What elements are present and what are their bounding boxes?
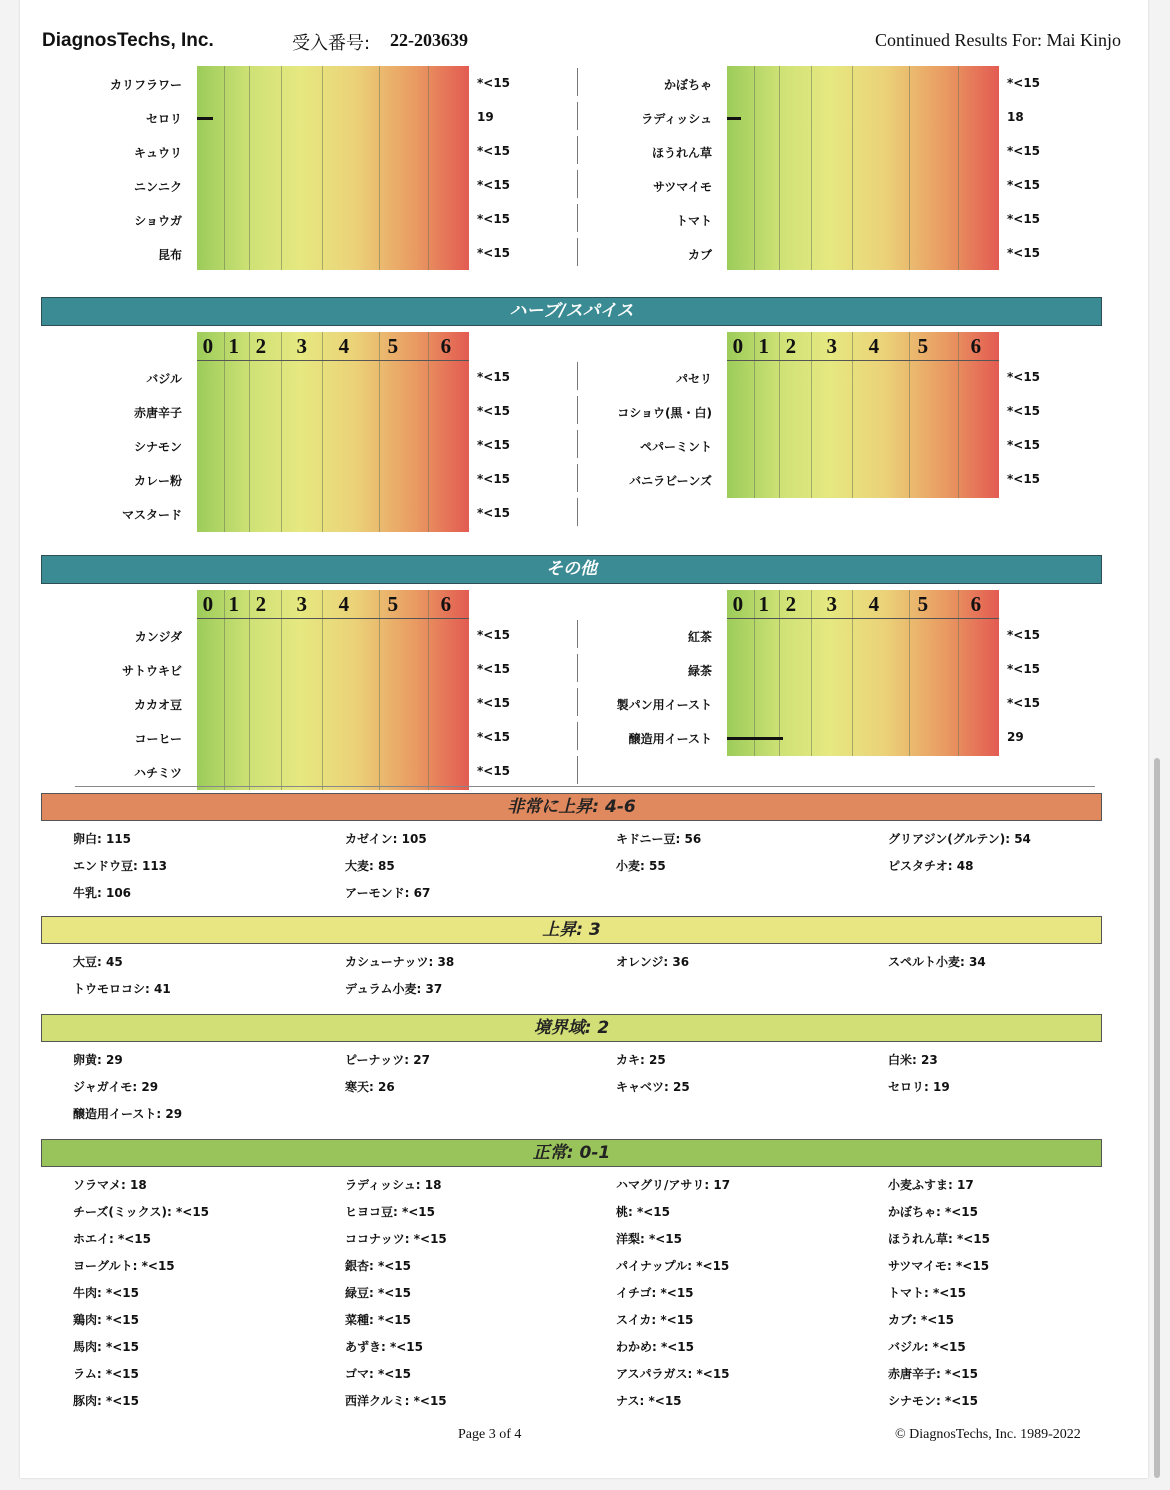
vegetables_left-gridline [428,66,429,270]
other_right-gridline [958,590,959,756]
herbs_right-label: バニラビーンズ [629,474,712,488]
vegetables_left-label: カリフラワー [109,78,182,92]
herbs_left-value: *<15 [477,404,511,418]
other_left-gridline [281,590,282,790]
category-item: シナモン: *<15 [888,1394,979,1408]
category-item: 馬肉: *<15 [73,1340,140,1354]
category-item: カシューナッツ: 38 [345,955,455,969]
other-section-title: その他 [41,555,1102,584]
other_right-bar [727,590,999,756]
other_right-scale-number: 0 [732,592,744,616]
category-item: ヨーグルト: *<15 [73,1259,175,1273]
herbs_left-scale-number: 3 [296,334,307,358]
other_right-label: 製パン用イースト [616,698,712,712]
vegetables_right-value: *<15 [1007,212,1041,226]
herbs_right-gridline [811,332,812,498]
vegetables_right-label: ラディッシュ [641,112,712,126]
herbs_left-scale-number: 4 [338,334,350,358]
vegetables_right-value: *<15 [1007,178,1041,192]
other_right-scale-number: 1 [758,592,769,616]
category-item: ラム: *<15 [73,1367,139,1381]
vegetables_left-label: ショウガ [134,214,182,228]
category-item: イチゴ: *<15 [616,1286,694,1300]
herbs_left-bar [197,332,469,532]
vegetables_right-gridline [852,66,853,270]
category-header: 境界域: 2 [41,1014,1102,1042]
other_right-value: *<15 [1007,662,1041,676]
herbs_left-label: カレー粉 [133,474,182,488]
vegetables_right-gridline [754,66,755,270]
category-item: 洋梨: *<15 [616,1232,683,1246]
category-item: ホエイ: *<15 [73,1232,152,1246]
other_left-value: *<15 [477,764,511,778]
other_right-scale-number: 2 [785,592,797,616]
other_right-gridline [909,590,910,756]
herbs_right-scale-number: 2 [785,334,797,358]
report-page [20,0,1148,1478]
category-item: あずき: *<15 [345,1340,424,1354]
other_left-value: *<15 [477,730,511,744]
category-item: ココナッツ: *<15 [345,1232,447,1246]
other_left-gridline [249,590,250,790]
herbs_left-scale-number: 5 [387,334,399,358]
other_left-scale-number: 2 [255,592,267,616]
other_left-label: カカオ豆 [133,698,182,712]
other_right-gridline [811,590,812,756]
other_left-label: コーヒー [134,732,182,746]
vegetables_left-level-marker [197,117,213,120]
herbs_right-gridline [779,332,780,498]
category-item: 鶏肉: *<15 [73,1313,140,1327]
other_right-scale-number: 3 [826,592,837,616]
other_left-gridline [379,590,380,790]
vegetables_left-value: *<15 [477,76,511,90]
category-item: エンドウ豆: 113 [73,859,168,873]
category-item: デュラム小麦: 37 [345,982,443,996]
category-item: スイカ: *<15 [616,1313,694,1327]
category-item: 豚肉: *<15 [73,1394,140,1408]
category-item: アスパラガス: *<15 [616,1367,730,1381]
other_right-label: 醸造用イースト [628,732,712,746]
continued-results-title: Continued Results For: Mai Kinjo [874,30,1121,50]
category-header: 上昇: 3 [41,916,1102,944]
vegetables_right-label: カブ [687,248,712,262]
category-item: 寒天: 26 [345,1080,395,1094]
other_right-scale-number: 4 [868,592,880,616]
other_left-value: *<15 [477,696,511,710]
vegetables_right-value: 18 [1007,110,1024,124]
other_right-scale-number: 5 [917,592,929,616]
herbs_right-scale-number: 1 [758,334,769,358]
herbs_right-scale-number: 3 [826,334,837,358]
herbs_left-value: *<15 [477,506,511,520]
other_left-scale-number: 3 [296,592,307,616]
accession-number: 22-203639 [390,30,468,50]
other_left-separator [577,756,578,784]
vegetables_right-label: トマト [675,214,712,228]
vegetables_right-level-marker [727,117,741,120]
vegetables_left-gridline [322,66,323,270]
herbs_right-value: *<15 [1007,438,1041,452]
other_right-gridline [754,590,755,756]
vegetables_left-label: キュウリ [133,146,182,160]
herbs_left-label: 赤唐辛子 [133,406,182,420]
category-item: 大麦: 85 [345,859,395,873]
category-header: 正常: 0-1 [41,1139,1102,1167]
other_right-level-marker [727,737,783,740]
herbs_left-label: シナモン [133,440,182,454]
category-item: わかめ: *<15 [616,1340,695,1354]
other_right-label: 紅茶 [687,630,712,644]
category-item: ソラマメ: 18 [73,1178,147,1192]
vegetables_left-value: *<15 [477,144,511,158]
category-item: セロリ: 19 [888,1080,950,1094]
category-item: グリアジン(グルテン): 54 [888,832,1031,846]
category-item: カキ: 25 [616,1053,666,1067]
other_left-value: *<15 [477,628,511,642]
other_left-scale-number: 4 [338,592,350,616]
category-item: ラディッシュ: 18 [345,1178,442,1192]
other_right-value: *<15 [1007,696,1041,710]
other_left-label: ハチミツ [133,766,182,780]
herbs_left-gridline [322,332,323,532]
herbs_right-scale-rule [727,360,999,361]
category-item: キャベツ: 25 [616,1080,690,1094]
vegetables_left-gridline [249,66,250,270]
other_right-gridline [779,590,780,756]
other_left-gridline [322,590,323,790]
vegetables_right-gridline [779,66,780,270]
herbs-section-title: ハーブ/スパイス [41,297,1102,326]
other_right-gridline [852,590,853,756]
herbs_right-label: ペパーミント [639,440,712,454]
herbs_right-gridline [958,332,959,498]
herbs_right-scale-number: 5 [917,334,929,358]
herbs_left-scale-number: 0 [202,334,214,358]
category-item: ほうれん草: *<15 [888,1232,991,1246]
herbs_right-gridline [852,332,853,498]
herbs_left-scale-number: 2 [255,334,267,358]
category-item: 西洋クルミ: *<15 [345,1394,447,1408]
vegetables_left-gridline [379,66,380,270]
other_left-gridline [224,590,225,790]
vegetables_right-value: *<15 [1007,246,1041,260]
category-item: サツマイモ: *<15 [888,1259,990,1273]
other_left-value: *<15 [477,662,511,676]
vegetables_left-label: セロリ [145,112,182,126]
category-item: ピスタチオ: 48 [888,859,974,873]
category-item: アーモンド: 67 [345,886,431,900]
category-item: 卵白: 115 [73,832,132,846]
herbs_right-bar [727,332,999,498]
scrollbar[interactable] [1154,758,1160,1478]
herbs_right-value: *<15 [1007,472,1041,486]
category-item: キドニー豆: 56 [616,832,702,846]
vegetables_left-label: ニンニク [133,180,182,194]
vegetables_left-value: 19 [477,110,494,124]
divider [75,786,1095,787]
category-item: ピーナッツ: 27 [345,1053,430,1067]
vegetables_right-bar [727,66,999,270]
category-item: かぼちゃ: *<15 [888,1205,979,1219]
herbs_left-gridline [224,332,225,532]
copyright: © DiagnosTechs, Inc. 1989-2022 [895,1427,1081,1442]
category-item: ヒヨコ豆: *<15 [345,1205,436,1219]
herbs_left-scale-number: 6 [440,334,452,358]
other_left-label: サトウキビ [121,664,182,678]
vegetables_right-label: サツマイモ [652,180,712,194]
vegetables_right-label: かぼちゃ [663,78,712,92]
vegetables_left-bar [197,66,469,270]
category-item: 緑豆: *<15 [345,1286,412,1300]
herbs_right-value: *<15 [1007,370,1041,384]
other_right-value: *<15 [1007,628,1041,642]
other_left-scale-rule [197,618,469,619]
herbs_left-label: バジル [146,372,182,386]
herbs_right-scale-number: 0 [732,334,744,358]
vegetables_right-value: *<15 [1007,144,1041,158]
category-item: 小麦ふすま: 17 [888,1178,974,1192]
category-item: ナス: *<15 [616,1394,682,1408]
category-item: 桃: *<15 [616,1205,671,1219]
herbs_left-gridline [281,332,282,532]
category-item: 卵黄: 29 [73,1053,123,1067]
other_left-scale-number: 1 [228,592,239,616]
vegetables_left-label: 昆布 [157,248,182,262]
vegetables_left-value: *<15 [477,212,511,226]
herbs_left-value: *<15 [477,472,511,486]
vegetables_left-value: *<15 [477,246,511,260]
category-item: 大豆: 45 [73,955,123,969]
category-item: カゼイン: 105 [345,832,427,846]
vegetables_left-gridline [281,66,282,270]
category-item: トマト: *<15 [888,1286,967,1300]
category-item: 牛乳: 106 [73,886,132,900]
category-header: 非常に上昇: 4-6 [41,793,1102,821]
vegetables_left-value: *<15 [477,178,511,192]
herbs_right-scale-number: 6 [970,334,982,358]
category-item: バジル: *<15 [888,1340,966,1354]
category-item: 白米: 23 [888,1053,938,1067]
vegetables_right-gridline [909,66,910,270]
vegetables_left-gridline [224,66,225,270]
herbs_left-label: マスタード [121,508,182,522]
category-item: 小麦: 55 [616,859,666,873]
other_left-scale-number: 6 [440,592,452,616]
other_right-label: 緑茶 [687,664,712,678]
herbs_left-value: *<15 [477,438,511,452]
other_left-scale-number: 5 [387,592,399,616]
category-item: パイナップル: *<15 [616,1259,730,1273]
vegetables_right-gridline [958,66,959,270]
other_right-value: 29 [1007,730,1024,744]
company-name: DiagnosTechs, Inc. [42,30,214,51]
herbs_right-gridline [909,332,910,498]
category-item: オレンジ: 36 [616,955,690,969]
category-item: 牛肉: *<15 [73,1286,140,1300]
vegetables_right-gridline [811,66,812,270]
other_left-scale-number: 0 [202,592,214,616]
other_left-bar [197,590,469,790]
category-item: ハマグリ/アサリ: 17 [616,1178,731,1192]
category-item: ゴマ: *<15 [345,1367,412,1381]
other_right-scale-rule [727,618,999,619]
category-item: 銀杏: *<15 [345,1259,412,1273]
herbs_right-label: パセリ [675,372,712,386]
category-item: スペルト小麦: 34 [888,955,986,969]
other_left-label: カンジダ [134,630,182,644]
category-item: ジャガイモ: 29 [73,1080,159,1094]
vegetables_right-value: *<15 [1007,76,1041,90]
category-item: チーズ(ミックス): *<15 [73,1205,210,1219]
accession-label: 受入番号: [292,33,371,54]
category-item: カブ: *<15 [888,1313,955,1327]
herbs_right-value: *<15 [1007,404,1041,418]
herbs_right-scale-number: 4 [868,334,880,358]
herbs_left-value: *<15 [477,370,511,384]
category-item: 菜種: *<15 [345,1313,412,1327]
other_right-scale-number: 6 [970,592,982,616]
category-item: 赤唐辛子: *<15 [888,1367,979,1381]
category-item: トウモロコシ: 41 [73,982,171,996]
herbs_right-label: コショウ(黒・白) [617,406,712,420]
herbs_left-separator [577,498,578,526]
other_left-gridline [428,590,429,790]
herbs_left-scale-rule [197,360,469,361]
herbs_left-gridline [379,332,380,532]
herbs_left-scale-number: 1 [228,334,239,358]
category-item: 醸造用イースト: 29 [73,1107,183,1121]
page-number: Page 3 of 4 [458,1427,522,1442]
vegetables_right-label: ほうれん草 [651,146,712,160]
herbs_right-gridline [754,332,755,498]
herbs_left-gridline [428,332,429,532]
herbs_left-gridline [249,332,250,532]
